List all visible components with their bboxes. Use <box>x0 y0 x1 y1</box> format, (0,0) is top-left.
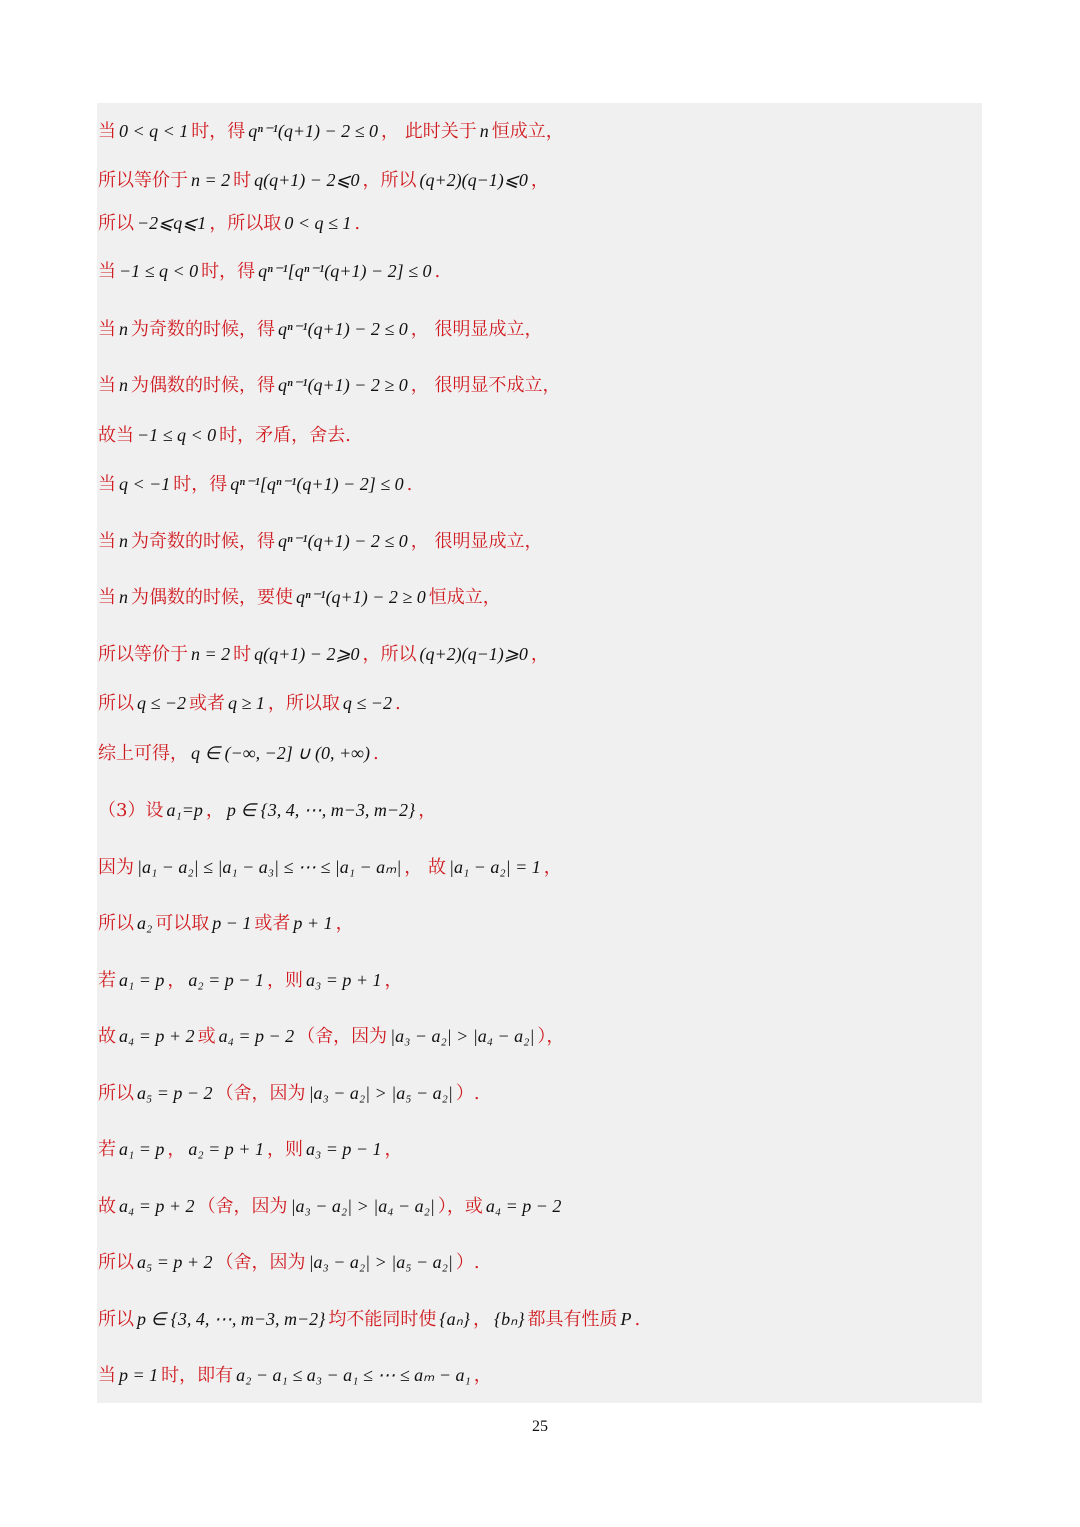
line-text: 综上可得， <box>98 743 188 764</box>
line-text: . <box>406 474 413 495</box>
line-text: ）. <box>455 1083 480 1104</box>
text-line <box>98 118 564 145</box>
math-expression: qⁿ⁻¹[qⁿ⁻¹(q+1) − 2] ≤ 0 <box>258 261 432 281</box>
math-expression: p ∈ {3, 4, ⋯, m−3, m−2} <box>137 1309 326 1329</box>
line-text: 当 <box>98 531 116 552</box>
line-text: 时，得 <box>201 261 256 282</box>
math-expression: qⁿ⁻¹(q+1) − 2 ≤ 0 <box>278 319 408 339</box>
line-text: ， <box>472 1309 491 1330</box>
line-text: 为奇数的时候，得 <box>131 531 275 552</box>
line-text: 恒成立， <box>491 121 564 142</box>
math-expression: qⁿ⁻¹(q+1) − 2 ≤ 0 <box>248 121 379 141</box>
math-expression: a₃ = p + 1 <box>305 970 382 990</box>
text-line <box>98 690 401 717</box>
math-expression: q ≥ 1 <box>228 693 265 713</box>
line-text: ， 此时关于 <box>381 121 477 142</box>
math-expression: qⁿ⁻¹[qⁿ⁻¹(q+1) − 2] ≤ 0 <box>230 474 404 494</box>
line-text: ， 很明显不成立， <box>410 375 561 396</box>
text-line <box>98 910 354 937</box>
line-text: 所以 <box>98 213 134 234</box>
math-expression: qⁿ⁻¹(q+1) − 2 ≥ 0 <box>278 375 408 395</box>
text-line <box>98 1306 640 1333</box>
math-expression: n <box>119 319 128 339</box>
text-line <box>98 1023 564 1050</box>
math-expression: qⁿ⁻¹(q+1) − 2 ≤ 0 <box>278 531 408 551</box>
line-text: 所以 <box>98 1083 134 1104</box>
line-text: ， <box>384 970 403 991</box>
math-expression: n <box>119 531 128 551</box>
line-text: 故 <box>98 1026 116 1047</box>
text-line <box>98 167 549 194</box>
line-text: 所以等价于 <box>98 170 188 191</box>
line-text: 时 <box>233 644 252 665</box>
math-expression: |a₃ − a₂| > |a₅ − a₂| <box>308 1252 453 1272</box>
text-line <box>98 1193 564 1220</box>
line-text: ， <box>543 857 562 878</box>
line-text: 为奇数的时候，得 <box>131 319 275 340</box>
line-text: ， <box>473 1365 492 1386</box>
line-text: 当 <box>98 587 116 608</box>
math-expression: a₂ <box>137 913 153 933</box>
math-expression: q ≤ −2 <box>342 693 392 713</box>
line-text: ， <box>167 970 186 991</box>
line-text: ，所以 <box>362 644 417 665</box>
text-line <box>98 422 351 449</box>
line-text: 故 <box>98 1196 116 1217</box>
math-expression: |a₃ − a₂| > |a₄ − a₂| <box>390 1026 535 1046</box>
text-line <box>98 258 440 285</box>
text-line <box>98 372 560 399</box>
line-text: （舍，因为 <box>215 1083 306 1104</box>
math-expression: a₄ = p − 2 <box>485 1196 562 1216</box>
math-expression: |a₃ − a₂| > |a₅ − a₂| <box>308 1083 453 1103</box>
math-expression: −1 ≤ q < 0 <box>119 261 199 281</box>
math-expression: a₅ = p + 2 <box>137 1252 213 1272</box>
math-expression: q(q+1) − 2⩽0 <box>254 170 360 190</box>
math-expression: n <box>479 121 489 141</box>
line-text: . <box>634 1309 641 1330</box>
math-expression: (q+2)(q−1)⩽0 <box>419 170 528 190</box>
line-text: 或者 <box>189 693 226 714</box>
math-expression: p + 1 <box>293 913 333 933</box>
line-text: 或者 <box>254 913 291 934</box>
line-text: 时 <box>233 170 252 191</box>
line-text: 或 <box>197 1026 216 1047</box>
math-expression: n = 2 <box>191 170 231 190</box>
math-expression: a₁ = p <box>119 970 165 990</box>
line-text: ， 很明显成立， <box>410 531 543 552</box>
line-text: . <box>394 693 401 714</box>
line-text: ， <box>335 913 354 934</box>
line-text: ， <box>205 800 224 821</box>
math-expression: a₄ = p + 2 <box>119 1196 195 1216</box>
text-line <box>98 740 379 767</box>
line-text: 因为 <box>98 857 134 878</box>
line-text: 若 <box>98 970 116 991</box>
math-expression: −1 ≤ q < 0 <box>137 425 217 445</box>
text-line <box>98 528 542 555</box>
text-line <box>98 1362 492 1389</box>
text-line <box>98 210 360 237</box>
math-expression: P <box>620 1309 632 1329</box>
line-text: 恒成立， <box>428 587 501 608</box>
line-text: 所以等价于 <box>98 644 188 665</box>
text-line <box>98 316 542 343</box>
line-text: 时，得 <box>191 121 246 142</box>
text-line <box>98 1249 480 1276</box>
text-line <box>98 797 436 824</box>
line-text: ， <box>167 1139 186 1160</box>
math-expression: {aₙ} <box>439 1309 470 1329</box>
line-text: 若 <box>98 1139 116 1160</box>
line-text: ），或 <box>437 1196 483 1217</box>
math-expression: a₂ = p + 1 <box>188 1139 264 1159</box>
math-expression: a₄ = p − 2 <box>218 1026 295 1046</box>
text-line <box>98 584 501 611</box>
math-expression: qⁿ⁻¹(q+1) − 2 ≥ 0 <box>296 587 426 607</box>
line-text: 为偶数的时候，得 <box>131 375 275 396</box>
text-line <box>98 471 412 498</box>
math-expression: a₄ = p + 2 <box>119 1026 195 1046</box>
line-text: ， <box>418 800 437 821</box>
math-expression: p ∈ {3, 4, ⋯, m−3, m−2} <box>226 800 416 820</box>
math-expression: |a₃ − a₂| > |a₄ − a₂| <box>290 1196 435 1216</box>
line-text: 当 <box>98 261 116 282</box>
line-text: ， 很明显成立， <box>410 319 543 340</box>
line-text: 可以取 <box>155 913 210 934</box>
line-text: 当 <box>98 474 116 495</box>
math-expression: n = 2 <box>191 644 231 664</box>
line-text: 都具有性质 <box>527 1309 618 1330</box>
line-text: 当 <box>98 375 116 396</box>
text-line <box>98 967 403 994</box>
line-text: 时，即有 <box>161 1365 234 1386</box>
math-expression: (q+2)(q−1)⩾0 <box>419 644 528 664</box>
line-text: 时，得 <box>173 474 228 495</box>
line-text: ，所以取 <box>267 693 340 714</box>
text-line <box>98 1080 480 1107</box>
math-expression: −2⩽q⩽1 <box>137 213 207 233</box>
line-text: 为偶数的时候，要使 <box>131 587 293 608</box>
math-expression: a₂ − a₁ ≤ a₃ − a₁ ≤ ⋯ ≤ aₘ − a₁ <box>236 1365 471 1385</box>
line-text: （舍，因为 <box>197 1196 288 1217</box>
line-text: . <box>354 213 361 234</box>
line-text: 当 <box>98 1365 116 1386</box>
math-expression: |a₁ − a₂| ≤ |a₁ − a₃| ≤ ⋯ ≤ |a₁ − aₘ| <box>137 857 402 877</box>
math-expression: a₃ = p − 1 <box>305 1139 382 1159</box>
math-expression: 0 < q < 1 <box>119 121 189 141</box>
line-text: ，则 <box>266 1139 303 1160</box>
math-expression: |a₁ − a₂| = 1 <box>449 857 541 877</box>
math-expression: a₂ = p − 1 <box>188 970 264 990</box>
math-expression: q(q+1) − 2⩾0 <box>254 644 360 664</box>
line-text: 所以 <box>98 1309 134 1330</box>
line-text: 均不能同时使 <box>328 1309 437 1330</box>
line-text: ）， <box>537 1026 565 1047</box>
math-expression: p − 1 <box>212 913 252 933</box>
math-expression: a₁ = p <box>119 1139 165 1159</box>
line-text: ， <box>384 1139 403 1160</box>
math-expression: a₁=p <box>166 800 203 820</box>
line-text: ，所以取 <box>209 213 282 234</box>
line-text: ）. <box>455 1252 480 1273</box>
line-text: （3）设 <box>98 800 164 821</box>
math-expression: q ≤ −2 <box>137 693 187 713</box>
line-text: 故当 <box>98 425 134 446</box>
line-text: ，则 <box>266 970 303 991</box>
line-text: 当 <box>98 121 116 142</box>
text-line <box>98 1136 403 1163</box>
math-expression: p = 1 <box>119 1365 159 1385</box>
line-text: ， <box>530 644 549 665</box>
math-expression: n <box>119 375 128 395</box>
line-text: 当 <box>98 319 116 340</box>
math-expression: {bₙ} <box>493 1309 525 1329</box>
line-text: . <box>372 743 379 764</box>
text-line <box>98 854 562 881</box>
text-line <box>98 641 549 668</box>
math-expression: 0 < q ≤ 1 <box>284 213 352 233</box>
line-text: 时，矛盾，舍去. <box>219 425 351 446</box>
line-text: （舍，因为 <box>215 1252 306 1273</box>
math-expression: a₅ = p − 2 <box>137 1083 213 1103</box>
line-text: 所以 <box>98 693 134 714</box>
math-expression: q ∈ (−∞, −2] ∪ (0, +∞) <box>191 743 370 763</box>
line-text: 所以 <box>98 1252 134 1273</box>
math-expression: q < −1 <box>119 474 171 494</box>
line-text: ， <box>530 170 549 191</box>
line-text: ，所以 <box>362 170 417 191</box>
line-text: . <box>434 261 441 282</box>
line-text: 所以 <box>98 913 134 934</box>
math-expression: n <box>119 587 128 607</box>
line-text: （舍，因为 <box>297 1026 388 1047</box>
line-text: ， 故 <box>404 857 447 878</box>
page-number: 25 <box>532 1418 548 1435</box>
